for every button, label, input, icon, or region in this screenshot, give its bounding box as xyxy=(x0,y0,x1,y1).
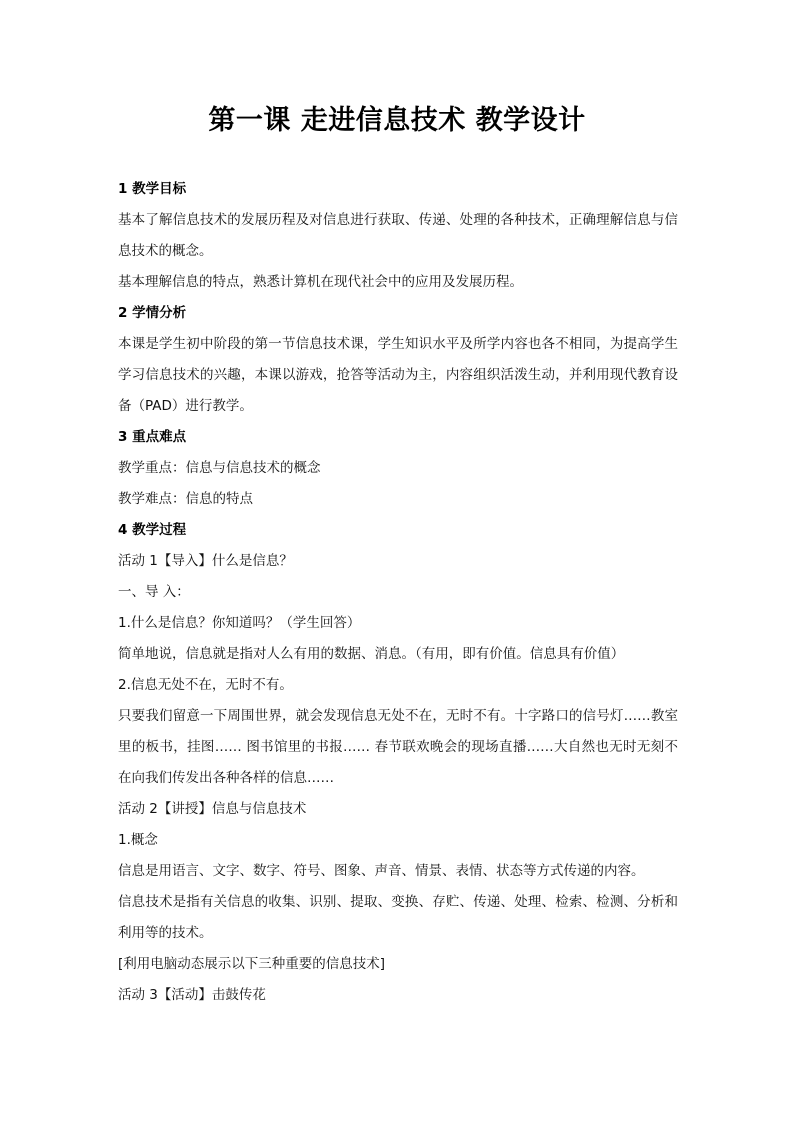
paragraph: 信息技术是指有关信息的收集、识别、提取、变换、存贮、传递、处理、检索、检测、分析和利用等的技术。 xyxy=(118,894,678,941)
paragraph: 基本理解信息的特点，熟悉计算机在现代社会中的应用及发展历程。 xyxy=(118,274,523,290)
paragraph: [利用电脑动态展示以下三种重要的信息技术] xyxy=(118,956,386,972)
paragraph: 2.信息无处不在，无时不有。 xyxy=(118,677,293,693)
paragraph: 一、导 入： xyxy=(118,584,190,600)
activity-label: 活动 2【讲授】信息与信息技术 xyxy=(118,801,307,817)
section-heading-process: 4 教学过程 xyxy=(118,522,187,538)
page-title: 第一课 走进信息技术 教学设计 xyxy=(208,105,586,136)
activity-label: 活动 3【活动】击鼓传花 xyxy=(118,987,266,1003)
paragraph: 本课是学生初中阶段的第一节信息技术课，学生知识水平及所学内容也各不相同，为提高学生学习信息技术的兴趣，本课以游戏，抢答等活动为主，内容组织活泼生动，并利用现代教育设备（PAD）进行教学。 xyxy=(118,336,678,414)
paragraph: 信息是用语言、文字、数字、符号、图象、声音、情景、表情、状态等方式传递的内容。 xyxy=(118,863,645,879)
paragraph: 教学重点：信息与信息技术的概念 xyxy=(118,460,321,476)
document-body xyxy=(118,174,678,1011)
section-heading-objectives: 1 教学目标 xyxy=(118,181,187,197)
paragraph: 只要我们留意一下周围世界，就会发现信息无处不在，无时不有。十字路口的信号灯……教室里的板书，挂图…… 图书馆里的书报…… 春节联欢晚会的现场直播……大自然也无时无刻不在向我们传发出各种各样的信息…… xyxy=(118,708,678,786)
section-heading-key-points: 3 重点难点 xyxy=(118,429,187,445)
paragraph: 基本了解信息技术的发展历程及对信息进行获取、传递、处理的各种技术，正确理解信息与信息技术的概念。 xyxy=(118,212,678,259)
paragraph: 教学难点：信息的特点 xyxy=(118,491,253,507)
activity-label: 活动 1【导入】什么是信息？ xyxy=(118,553,293,569)
section-heading-analysis: 2 学情分析 xyxy=(118,305,187,321)
paragraph: 简单地说，信息就是指对人么有用的数据、消息。（有用，即有价值。信息具有价值） xyxy=(118,646,625,662)
paragraph: 1.概念 xyxy=(118,832,158,848)
paragraph: 1.什么是信息？你知道吗？（学生回答） xyxy=(118,615,361,631)
